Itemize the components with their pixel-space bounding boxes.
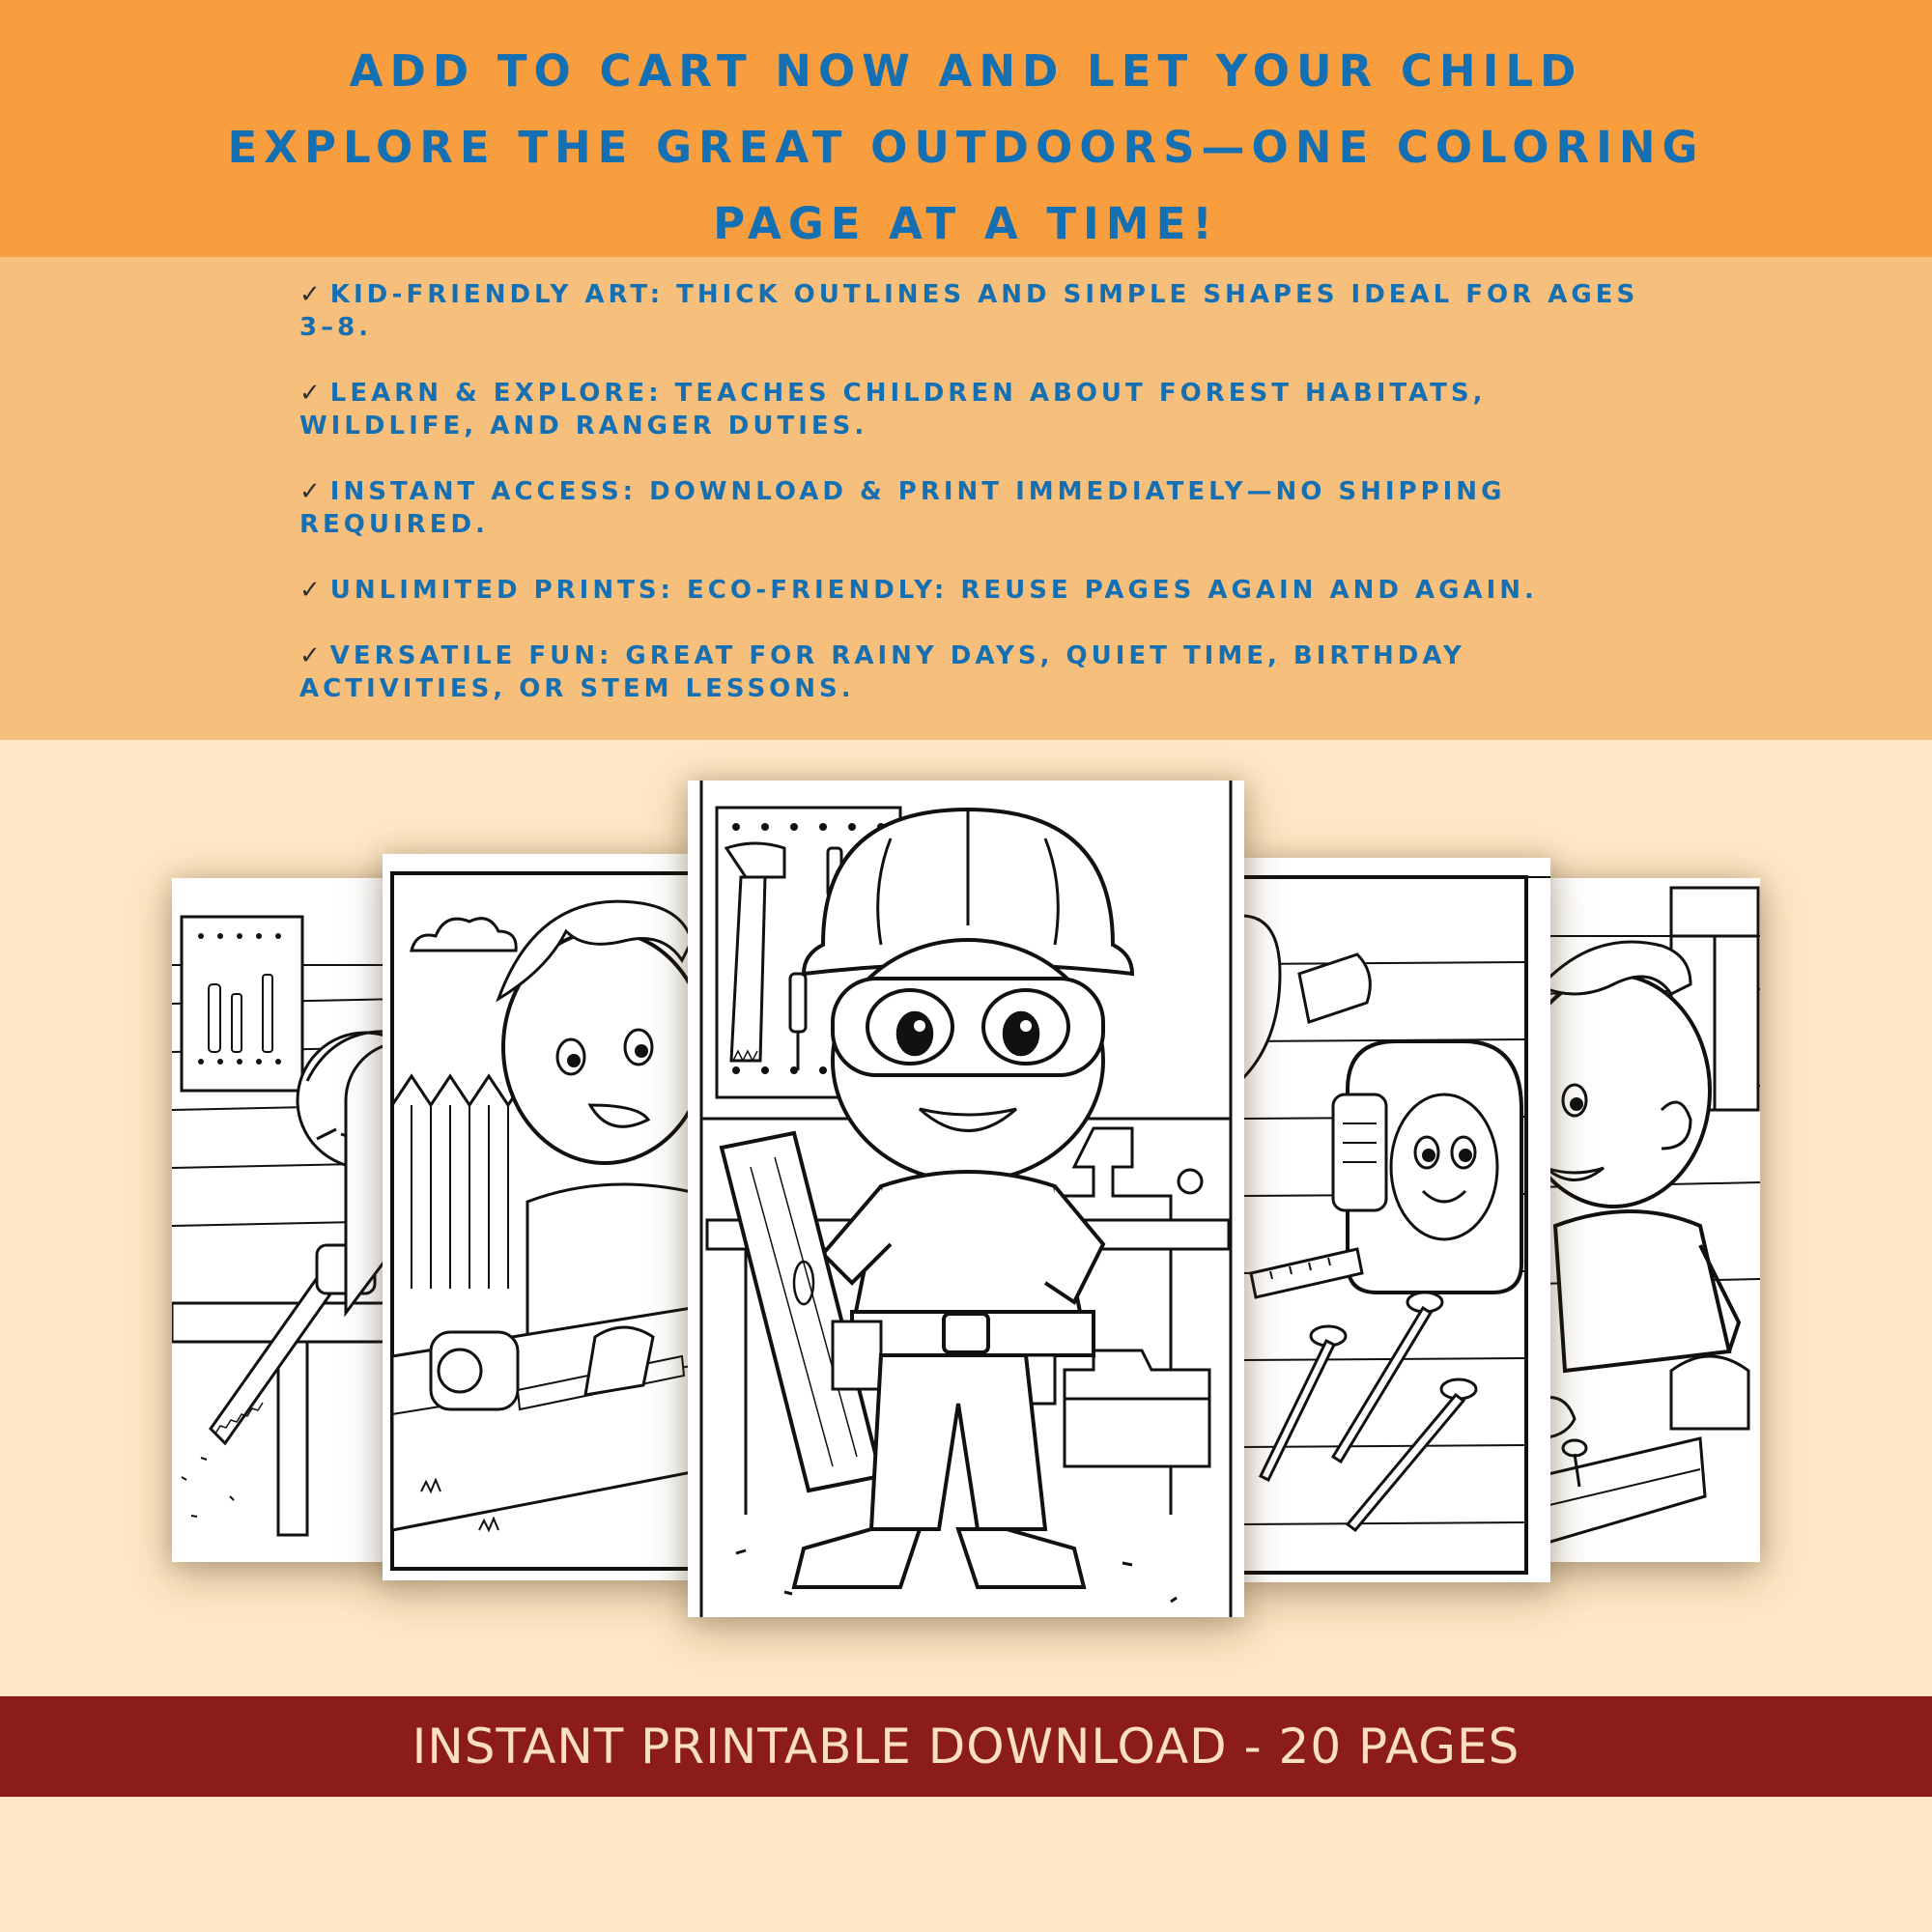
coloring-page-tape-measure [1241,858,1550,1582]
top-banner [0,0,1932,257]
boy-hard-hat-holding-plank-icon [688,781,1244,1617]
coloring-page-sawing [172,878,404,1562]
feature-item [299,278,1652,344]
feature-text: VERSATILE FUN: GREAT FOR RAINY DAYS, QUIET TIME, BIRTHDAY ACTIVITIES, OR STEM LESSONS. [299,641,1465,703]
coloring-page-hard-hat [688,781,1244,1617]
checkmark-icon: ✓ [299,280,325,309]
feature-list [299,278,1652,738]
footer-bar [0,1696,1932,1797]
checkmark-icon: ✓ [299,576,325,605]
checkmark-icon: ✓ [299,379,325,408]
coloring-page-measuring [383,854,692,1580]
download-label: INSTANT PRINTABLE DOWNLOAD - 20 PAGES [412,1719,1520,1775]
feature-item [299,377,1652,442]
coloring-page-preview [0,740,1932,1696]
coloring-page-hammering [1536,878,1760,1562]
feature-text: INSTANT ACCESS: DOWNLOAD & PRINT IMMEDIATELY—NO SHIPPING REQUIRED. [299,477,1506,539]
feature-item [299,639,1652,705]
feature-text: KID-FRIENDLY ART: THICK OUTLINES AND SIMPLE SHAPES IDEAL FOR AGES 3–8. [299,280,1639,342]
headline-line: PAGE AT A TIME! [713,198,1219,249]
feature-text: UNLIMITED PRINTS: ECO-FRIENDLY: REUSE PAGES AGAIN AND AGAIN. [329,576,1538,605]
boy-sawing-wood-icon [172,878,404,1562]
headline-line: ADD TO CART NOW AND LET YOUR CHILD [349,45,1583,97]
feature-item [299,475,1652,541]
headline [0,0,1932,262]
checkmark-icon: ✓ [299,477,325,506]
features-panel [0,257,1932,740]
boy-measuring-plank-icon [383,854,692,1580]
checkmark-icon: ✓ [299,641,325,670]
feature-text: LEARN & EXPLORE: TEACHES CHILDREN ABOUT FOREST HABITATS, WILDLIFE, AND RANGER DUTIES. [299,379,1487,440]
headline-line: EXPLORE THE GREAT OUTDOORS—ONE COLORING [227,122,1705,173]
tape-measure-and-nails-icon [1241,858,1550,1582]
boy-hammering-nail-icon [1536,878,1760,1562]
feature-item [299,574,1652,607]
